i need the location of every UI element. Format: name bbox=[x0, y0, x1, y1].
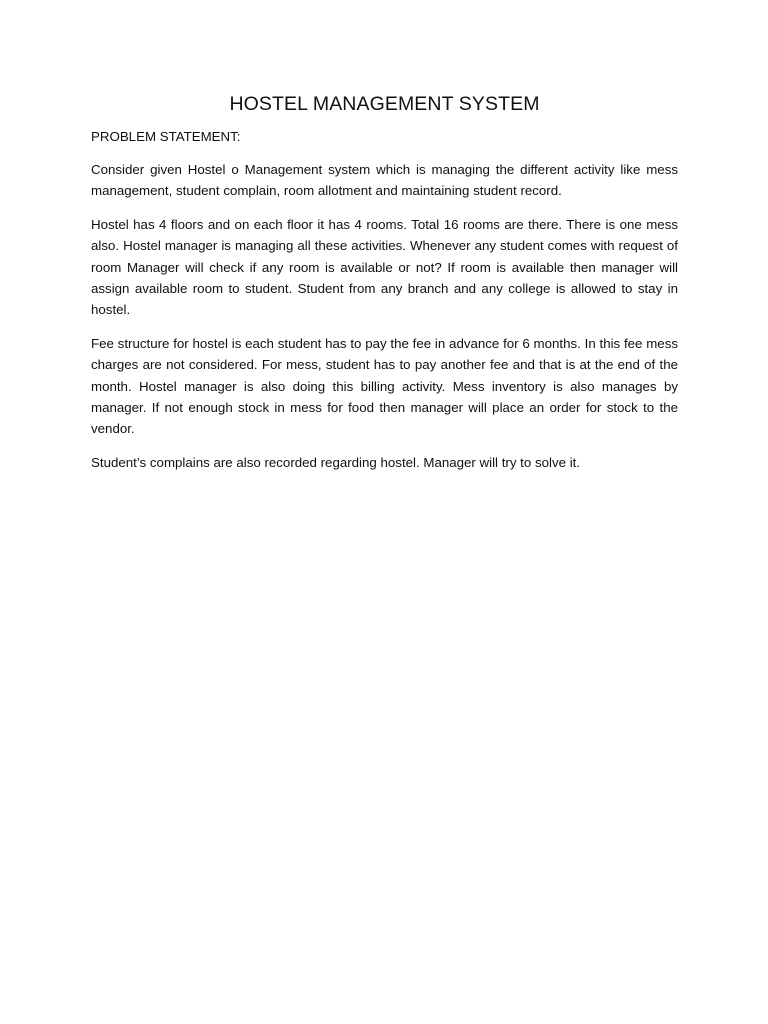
paragraph-complaints: Student’s complains are also recorded regarding hostel. Manager will try to solve it. bbox=[91, 455, 581, 471]
document-title: HOSTEL MANAGEMENT SYSTEM bbox=[229, 93, 540, 115]
section-heading: PROBLEM STATEMENT: bbox=[91, 129, 241, 144]
document-body bbox=[91, 93, 678, 486]
paragraph-rooms: Hostel has 4 floors and on each floor it has 4 rooms. Total 16 rooms are there. There is one mess also. Hostel manager is managing all these activities. Whenever any student comes with request of room Manager will check if any room is available or not? If room is available then manager will assign available room to student. Student from any branch and any college is allowed to stay in hostel. bbox=[91, 217, 678, 318]
paragraph-fees: Fee structure for hostel is each student has to pay the fee in advance for 6 months. In this fee mess charges are not considered. For mess, student has to pay another fee and that is at the end of the month. Hostel manager is also doing this billing activity. Mess inventory is also manages by manager. If not enough stock in mess for food then manager will place an order for stock to the vendor. bbox=[91, 336, 678, 437]
paragraph-overview: Consider given Hostel o Management system which is managing the different activity like mess management, student complain, room allotment and maintaining student record. bbox=[91, 162, 678, 199]
